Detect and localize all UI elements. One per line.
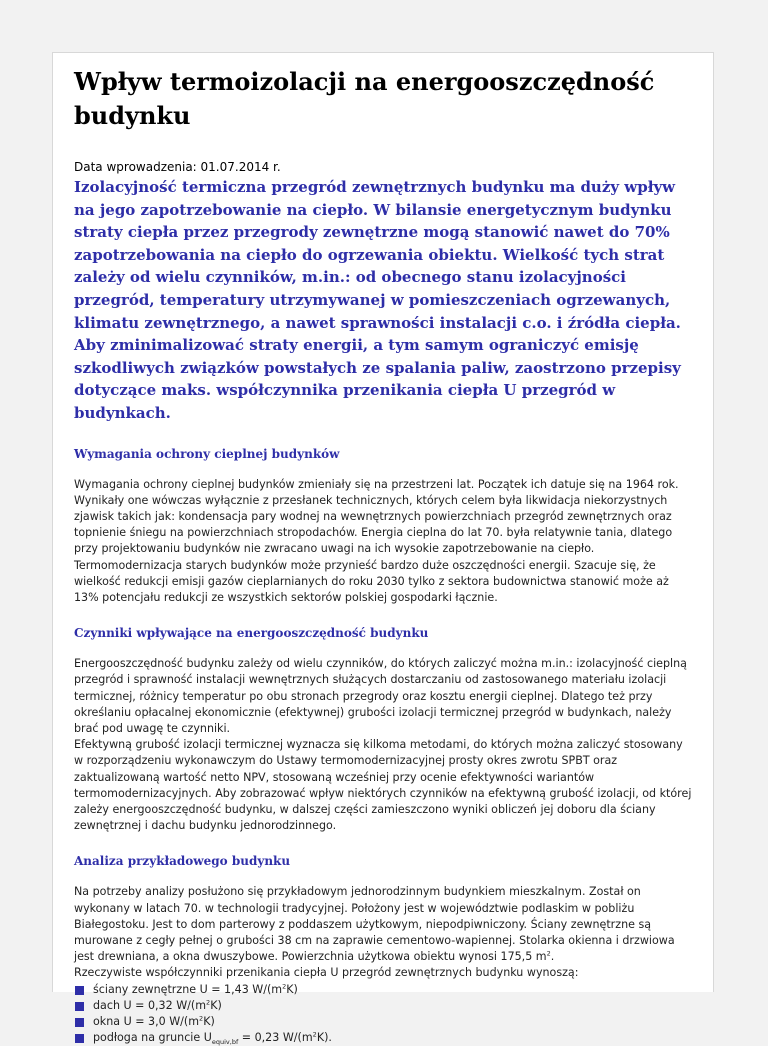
superscript: 2 <box>206 998 211 1007</box>
factors-paragraph-1: Energooszczędność budynku zależy od wielu czynników, do których zaliczyć można m.in.: izolacyjność cieplną przegród i sprawność instalacji wewnętrznych służących dostarczaniu od zastosowanego materiału izolacji termicznej, różnicy temperatur po obu stronach przegrody oraz kosztu energii cieplnej. Dlatego też przy określaniu opłacalnej ekonomicznie (efektywnej) grubości izolacji termicznej przegród w budynkach, należy brać pod uwagę te czynniki. <box>74 657 687 735</box>
section-heading-analysis: Analiza przykładowego budynku <box>74 854 291 869</box>
list-item <box>74 1014 692 1030</box>
list-item <box>74 998 692 1014</box>
u-values-intro: Rzeczywiste współczynniki przenikania ciepła U przegród zewnętrznych budynku wynoszą: <box>74 966 579 980</box>
list-item-text: okna U = 3,0 W/(m <box>93 1015 200 1029</box>
article-page <box>52 52 714 1046</box>
u-values-list <box>74 982 692 1046</box>
publication-date: Data wprowadzenia: 01.07.2014 r. <box>74 160 281 174</box>
list-item <box>74 1030 692 1046</box>
superscript: 2 <box>199 1014 204 1023</box>
article-title: Wpływ termoizolacji na energooszczędność budynku <box>74 67 655 130</box>
square-bullet-icon <box>75 1018 84 1027</box>
square-bullet-icon <box>75 986 84 995</box>
superscript: 2 <box>312 1030 317 1039</box>
list-item-unit: K) <box>286 982 298 996</box>
section-text-analysis <box>74 884 692 981</box>
square-bullet-icon <box>75 1034 84 1043</box>
section-text-factors <box>74 656 692 834</box>
list-item-unit: K) <box>203 1015 215 1029</box>
analysis-paragraph: Na potrzeby analizy posłużono się przykładowym jednorodzinnym budynkiem mieszkalnym. Został on wykonany w latach 70. w technologii tradycyjnej. Położony jest w województwie podlaskim w pobliżu Białegostoku. Jest to dom parterowy z poddaszem użytkowym, niepodpiwniczony. Ściany zewnętrzne są murowane z cegły pełnej o grubości 38 cm na zaprawie cementowo-wapiennej. Stolarka okienna i drzwiowa jest drewniana, a okna dwuszybowe. Powierzchnia użytkowa obiektu wynosi 175,5 m <box>74 885 675 964</box>
analysis-period: . <box>550 950 555 964</box>
article-lead: Izolacyjność termiczna przegród zewnętrznych budynku ma duży wpływ na jego zapotrzebowanie na ciepło. W bilansie energetycznym budynku straty ciepła przez przegrody zewnętrzne mogą stanowić nawet do 70% zapotrzebowania na ciepło do ogrzewania obiektu. Wielkość tych strat zależy od wielu czynników, m.in.: od obecnego stanu izolacyjności przegród, temperatury utrzymywanej w pomieszczeniach ogrzewanych, klimatu zewnętrznego, a nawet sprawności instalacji c.o. i źródła ciepła. Aby zminimalizować straty energii, a tym samym ograniczyć emisję szkodliwych związków powstałych ze spalania paliw, zaostrzono przepisy dotyczące maks. współczynnika przenikania ciepła U przegród w budynkach. <box>74 178 681 422</box>
list-item-unit: K) <box>210 998 222 1012</box>
list-item-value: = 0,23 W/(m <box>238 1031 313 1045</box>
section-text-requirements: Wymagania ochrony cieplnej budynków zmieniały się na przestrzeni lat. Początek ich datuje się na 1964 rok. Wynikały one wówczas wyłącznie z przesłanek technicznych, których celem była likwidacja niekorzystnych zjawisk takich jak: kondensacja pary wodnej na wewnętrznych powierzchniach przegród zewnętrznych oraz topnienie śniegu na powierzchniach stropodachów. Energia cieplna do lat 70. była relatywnie tania, dlatego przy projektowaniu budynków nie zwracano uwagi na ich wysokie zapotrzebowanie na ciepło. Termomodernizacja starych budynków może przynieść bardzo duże oszczędności energii. Szacuje się, że wielkość redukcji emisji gazów cieplarnianych do roku 2030 tylko z sektora budownictwa stanowić może aż 13% potencjału redukcji ze wszystkich sektorów polskiej gospodarki łącznie. <box>74 477 679 604</box>
square-bullet-icon <box>75 1002 84 1011</box>
list-item-text: ściany zewnętrzne U = 1,43 W/(m <box>93 982 283 996</box>
section-heading-requirements: Wymagania ochrony cieplnej budynków <box>74 446 340 461</box>
section-heading-factors: Czynniki wpływające na energooszczędność budynku <box>74 626 429 641</box>
factors-paragraph-2: Efektywną grubość izolacji termicznej wyznacza się kilkoma metodami, do których można zaliczyć stosowany w rozporządzeniu wykonawczym do Ustawy termomodernizacyjnej prosty okres zwrotu SPBT oraz zaktualizowaną wartość netto NPV, stosowaną wcześniej przy ocenie efektywności wariantów termomodernizacyjnych. Aby zobrazować wpływ niektórych czynników na efektywną grubość izolacji, od której zależy energooszczędność budynku, w dalszej części zamieszczono wyniki obliczeń jej doboru dla ściany zewnętrznej i dachu budynku jednorodzinnego. <box>74 738 692 833</box>
area-superscript: 2 <box>546 949 551 958</box>
list-item-unit: K). <box>316 1031 332 1045</box>
list-item-text: dach U = 0,32 W/(m <box>93 998 207 1012</box>
list-item-text: podłoga na gruncie U <box>93 1031 212 1045</box>
subscript: equiv,bf <box>211 1038 239 1046</box>
superscript: 2 <box>282 981 287 990</box>
list-item <box>74 982 692 998</box>
